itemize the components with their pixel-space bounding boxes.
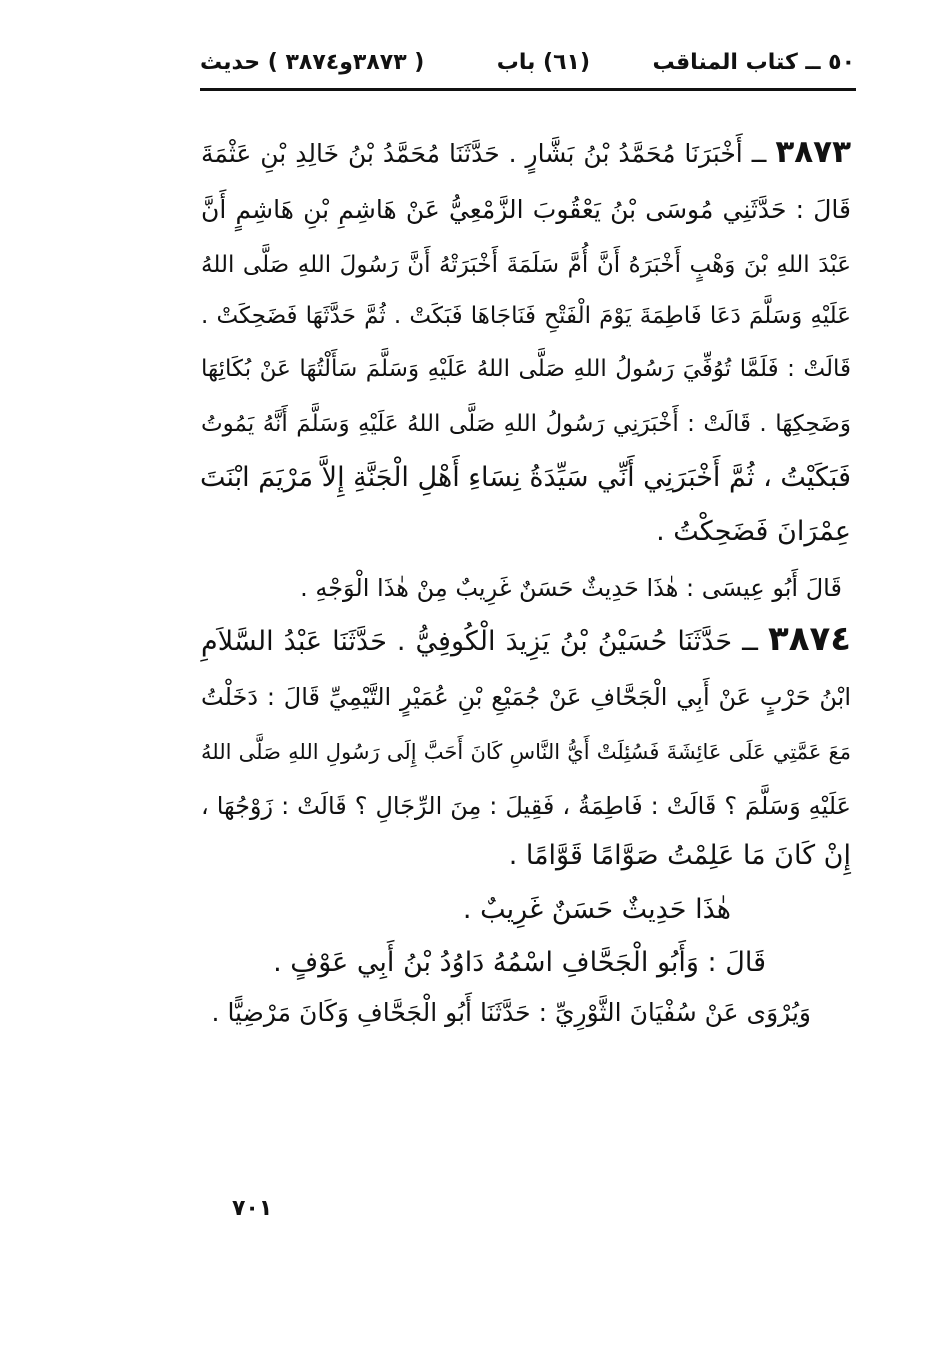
running-header: [200, 44, 855, 88]
hadith-3873-line-2: قَالَ : حَدَّثَنِي مُوسَى بْنُ يَعْقُوبَ الزَّمْعِيُّ عَنْ هَاشِمِ بْنِ هَاشِمٍ أَنَّ: [201, 195, 851, 224]
header-book-title: ٥٠ ــ كتاب المناقب: [652, 50, 855, 75]
hadith-3874-line-3: مَعَ عَمَّتِي عَلَى عَائِشَةَ فَسُئِلَتْ أَيُّ النَّاسِ كَانَ أَحَبَّ إِلَى رَسُولِ اللهِ صَلَّى اللهُ: [201, 740, 851, 764]
hadith-3873-line-8: عِمْرَانَ فَضَحِكْتُ .: [656, 516, 851, 547]
hadith-3873-line-7: فَبَكَيْتُ ، ثُمَّ أَخْبَرَنِي أَنِّي سَيِّدَةُ نِسَاءِ أَهْلِ الْجَنَّةِ إِلاَّ مَرْيَمَ ابْنَتَ: [199, 462, 851, 493]
hadith-3873-text-1: ــ أَخْبَرَنَا مُحَمَّدُ بْنُ بَشَّارٍ . حَدَّثَنَا مُحَمَّدُ بْنُ خَالِدِ بْنِ عَثْمَةَ: [201, 139, 767, 168]
header-chapter: (٦١) باب: [496, 50, 590, 75]
hadith-3873-line-1: [201, 132, 851, 176]
hadith-3874-number: ٣٨٧٤: [767, 619, 851, 659]
hadith-3874-text-1: ــ حَدَّثَنَا حُسَيْنُ بْنُ يَزِيدَ الْكُوفِيُّ . حَدَّثَنَا عَبْدُ السَّلاَمِ: [201, 626, 758, 657]
header-divider: [200, 88, 856, 91]
hadith-3873-line-6: وَضَحِكِهَا . قَالَتْ : أَخْبَرَنِي رَسُولُ اللهِ صَلَّى اللهُ عَلَيْهِ وَسَلَّمَ أَنَّهُ يَمُوتُ: [201, 411, 851, 437]
hadith-3873-line-3: عَبْدَ اللهِ بْنَ وَهْبٍ أَخْبَرَهُ أَنَّ أُمَّ سَلَمَةَ أَخْبَرَتْهُ أَنَّ رَسُولَ اللهِ صَلَّى اللهُ: [201, 252, 851, 278]
hadith-3873-grading: قَالَ أَبُو عِيسَى : هٰذَا حَدِيثٌ حَسَنٌ غَرِيبٌ مِنْ هٰذَا الْوَجْهِ .: [300, 574, 842, 602]
hadith-3874-note-1: قَالَ : وَأَبُو الْجَحَّافِ اسْمُهُ دَاوُدُ بْنُ أَبِي عَوْفٍ .: [273, 947, 766, 978]
hadith-3873-line-4: عَلَيْهِ وَسَلَّمَ دَعَا فَاطِمَةَ يَوْمَ الْفَتْحِ فَنَاجَاهَا فَبَكَتْ . ثُمَّ حَدَّثَهَا فَضَحِكَتْ .: [201, 303, 851, 329]
hadith-3874-grading: هٰذَا حَدِيثٌ حَسَنٌ غَرِيبٌ .: [462, 894, 731, 925]
hadith-3874-note-2: وَيُرْوَى عَنْ سُفْيَانَ الثَّوْرِيِّ : حَدَّثَنَا أَبُو الْجَحَّافِ وَكَانَ مَرْضِيًّا .: [211, 998, 811, 1027]
hadith-3874-line-4: عَلَيْهِ وَسَلَّمَ ؟ قَالَتْ : فَاطِمَةُ ، فَقِيلَ : مِنَ الرِّجَالِ ؟ قَالَتْ : زَوْجُهَا ،: [201, 792, 851, 820]
hadith-3874-line-2: ابْنُ حَرْبٍ عَنْ أَبِي الْجَحَّافِ عَنْ جُمَيْعِ بْنِ عُمَيْرٍ التَّيْمِيِّ قَالَ : دَخَلْتُ: [201, 683, 851, 711]
header-hadith-range: ( ٣٨٧٣و٣٨٧٤ ) حديث: [200, 50, 425, 75]
hadith-3873-line-5: قَالَتْ : فَلَمَّا تُوُفِّيَ رَسُولُ اللهِ صَلَّى اللهُ عَلَيْهِ وَسَلَّمَ سَأَلْتُهَا عَنْ بُكَائِهَا: [201, 356, 851, 382]
page-number: ٧٠١: [232, 1196, 273, 1221]
hadith-3874-line-5: إِنْ كَانَ مَا عَلِمْتُ صَوَّامًا قَوَّامًا .: [508, 840, 851, 871]
hadith-3873-number: ٣٨٧٣: [775, 134, 852, 170]
hadith-3874-line-1: [201, 619, 851, 663]
